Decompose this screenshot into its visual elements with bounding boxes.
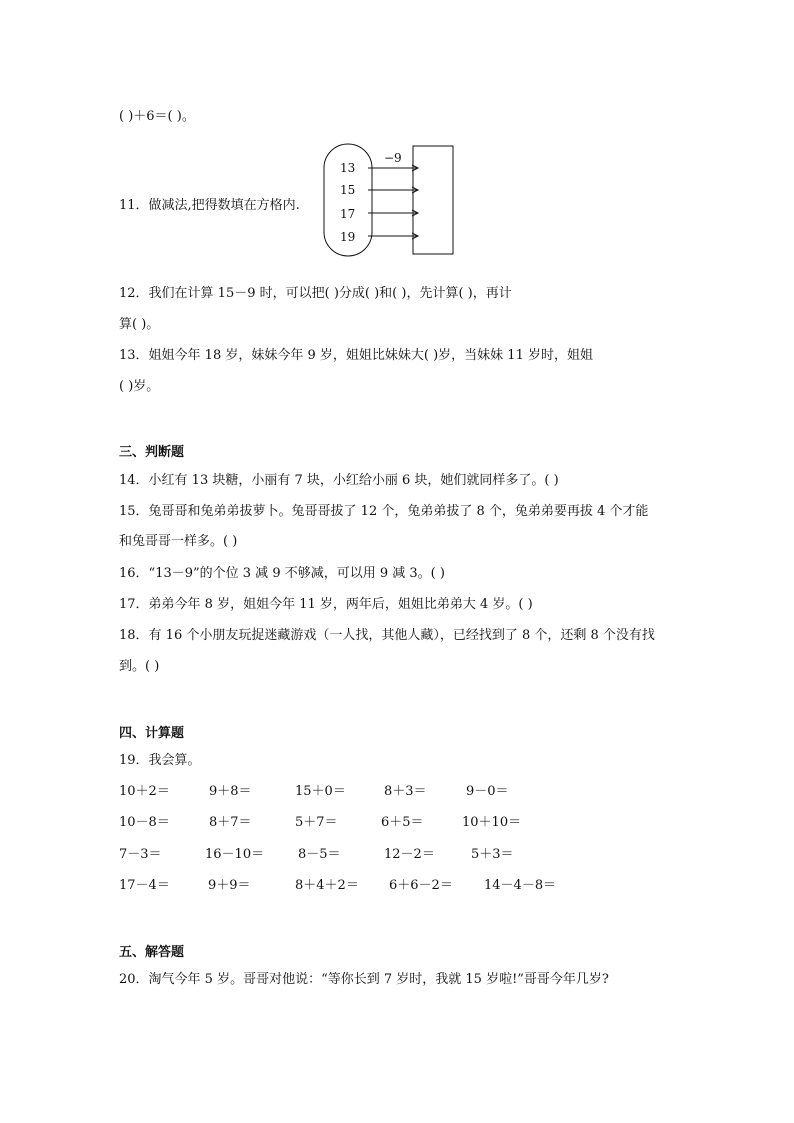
q19-title: 19．我会算。 bbox=[119, 753, 201, 768]
calc-item: 9＋9＝ bbox=[208, 878, 251, 893]
number-label: 15 bbox=[340, 183, 356, 197]
q16-text: 16．“13－9”的个位 3 减 9 不够减，可以用 9 减 3。( ) bbox=[119, 566, 445, 581]
q15-line1: 15．兔哥哥和兔弟弟拔萝卜。兔哥哥拔了 12 个，兔弟弟拔了 8 个，兔弟弟要再拔 4 个才能 bbox=[119, 504, 649, 519]
calc-item: 14－4－8＝ bbox=[484, 878, 557, 893]
calc-row bbox=[119, 874, 679, 892]
section-heading-calculation: 四、计算题 bbox=[119, 726, 185, 741]
calc-item: 16－10＝ bbox=[205, 847, 265, 862]
q17-text: 17．弟弟今年 8 岁，姐姐今年 11 岁，两年后，姐姐比弟弟大 4 岁。( ) bbox=[119, 597, 533, 612]
minus-nine-label: −9 bbox=[384, 151, 402, 165]
q14-text: 14．小红有 13 块糖，小丽有 7 块，小红给小丽 6 块，她们就同样多了。( ) bbox=[119, 473, 559, 488]
calc-item: 5＋3＝ bbox=[471, 847, 514, 862]
calc-item: 6＋5＝ bbox=[381, 815, 424, 830]
number-label: 17 bbox=[340, 207, 356, 221]
calc-item: 7－3＝ bbox=[119, 847, 162, 862]
calc-item: 6＋6－2＝ bbox=[389, 878, 453, 893]
q10-tail: ( )＋6＝( )。 bbox=[119, 109, 195, 124]
section-heading-judgement: 三、判断题 bbox=[119, 445, 185, 460]
q18-line2: 到。( ) bbox=[119, 659, 160, 674]
q11-text: 11．做减法,把得数填在方格内. bbox=[119, 198, 300, 213]
q13-line2: ( )岁。 bbox=[119, 379, 160, 394]
number-17 bbox=[340, 207, 418, 221]
calc-item: 12－2＝ bbox=[384, 847, 435, 862]
calc-item: 8＋4＋2＝ bbox=[295, 878, 359, 893]
calc-row bbox=[119, 811, 679, 829]
calc-item: 8＋7＝ bbox=[209, 815, 252, 830]
calc-item: 5＋7＝ bbox=[295, 815, 338, 830]
answer-box bbox=[413, 146, 453, 254]
q12-line2: 算( )。 bbox=[119, 317, 160, 332]
q18-line1: 18．有 16 个小朋友玩捉迷藏游戏（一人找，其他人藏），已经找到了 8 个，还剩 8 个没有找 bbox=[119, 628, 655, 643]
calc-item: 10＋10＝ bbox=[462, 815, 522, 830]
number-label: 19 bbox=[340, 230, 356, 244]
number-19 bbox=[340, 230, 418, 244]
q12-line1: 12．我们在计算 15－9 时，可以把( )分成( )和( )，先计算( )，再计 bbox=[119, 286, 512, 301]
calc-item: 9－0＝ bbox=[466, 784, 509, 799]
q15-line2: 和兔哥哥一样多。( ) bbox=[119, 534, 238, 549]
calc-item: 9＋8＝ bbox=[209, 784, 252, 799]
subtraction-diagram bbox=[318, 140, 463, 262]
calc-item: 15＋0＝ bbox=[295, 784, 346, 799]
calc-item: 8－5＝ bbox=[298, 847, 341, 862]
number-13 bbox=[340, 161, 418, 175]
number-15 bbox=[340, 183, 418, 197]
calc-item: 8＋3＝ bbox=[384, 784, 427, 799]
calc-item: 10－8＝ bbox=[119, 815, 170, 830]
calc-row bbox=[119, 780, 679, 798]
calc-item: 10＋2＝ bbox=[119, 784, 170, 799]
section-heading-word-problems: 五、解答题 bbox=[119, 945, 185, 960]
q20-text: 20．淘气今年 5 岁。哥哥对他说：“等你长到 7 岁时，我就 15 岁啦!”哥哥今年几岁? bbox=[119, 972, 609, 987]
calc-row bbox=[119, 843, 679, 861]
q13-line1: 13．姐姐今年 18 岁，妹妹今年 9 岁，姐姐比妹妹大( )岁，当妹妹 11 岁时，姐姐 bbox=[119, 348, 593, 363]
number-label: 13 bbox=[340, 161, 356, 175]
calc-item: 17－4＝ bbox=[119, 878, 170, 893]
